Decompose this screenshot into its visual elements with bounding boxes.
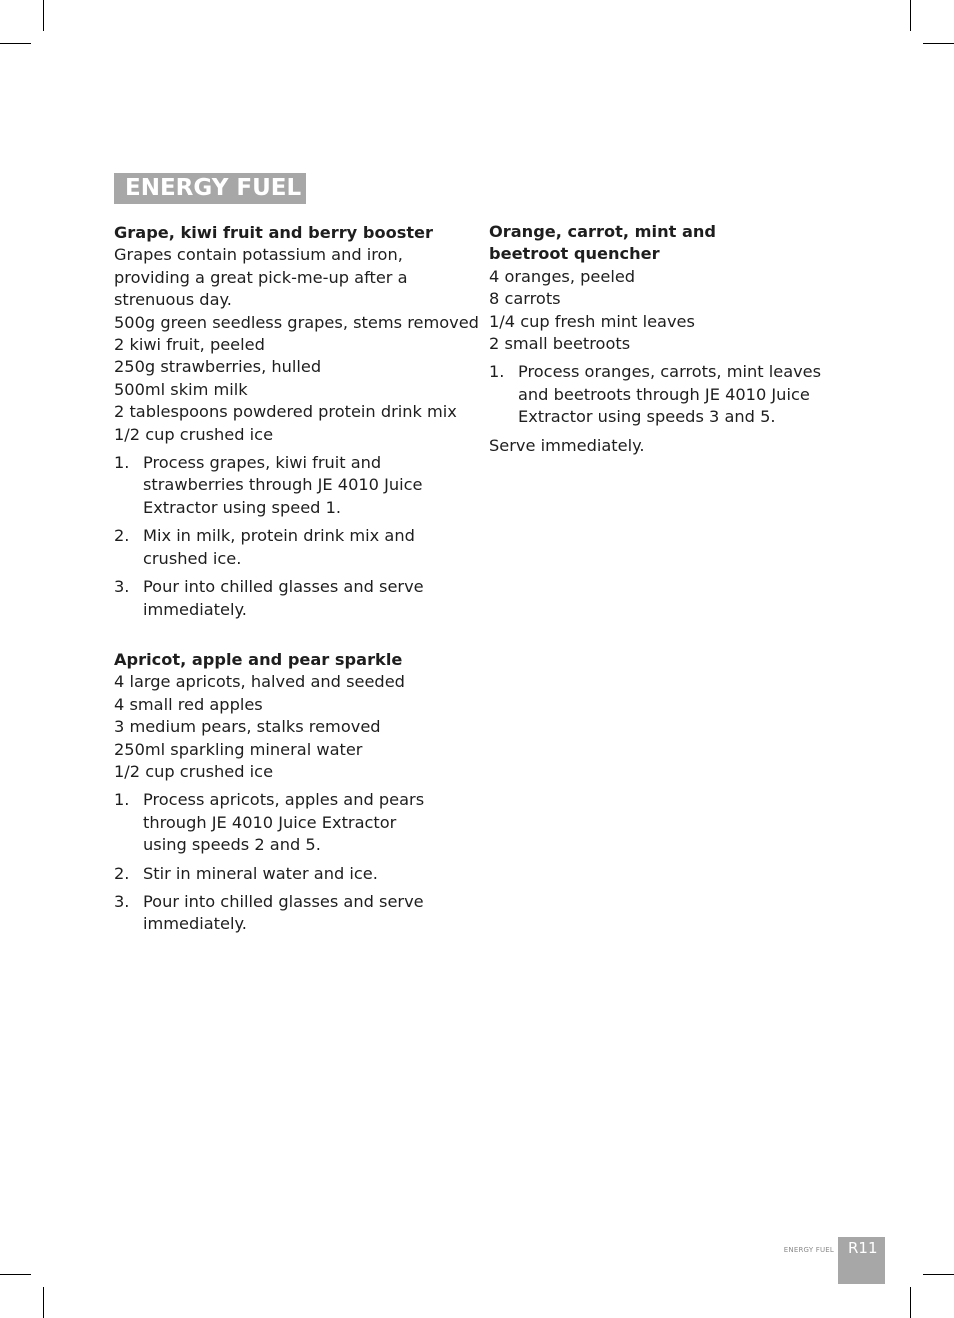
ingredient: 4 large apricots, halved and seeded xyxy=(114,672,405,692)
step-text: Process grapes, kiwi fruit and strawberries through JE 4010 Juice Extractor using speed 1. xyxy=(143,453,423,517)
crop-mark xyxy=(910,0,911,31)
step-number: 3. xyxy=(114,577,130,597)
crop-mark xyxy=(43,0,44,31)
recipe-title: Apricot, apple and pear sparkle xyxy=(114,649,403,669)
ingredient: 2 small beetroots xyxy=(489,334,631,354)
step-number: 2. xyxy=(114,526,130,546)
step-number: 1. xyxy=(114,453,130,473)
serve-note: Serve immediately. xyxy=(489,435,645,455)
step-text: Pour into chilled glasses and serve immediately. xyxy=(143,577,424,619)
ingredient: 2 kiwi fruit, peeled xyxy=(114,335,265,355)
step-text: Pour into chilled glasses and serve immediately. xyxy=(143,891,424,934)
recipe-title: Orange, carrot, mint and beetroot quencher xyxy=(489,222,717,264)
crop-mark xyxy=(0,1274,31,1275)
recipe-grape-kiwi xyxy=(114,222,479,621)
ingredient: 1/4 cup fresh mint leaves xyxy=(489,311,695,331)
section-title: ENERGY FUEL xyxy=(114,173,306,204)
crop-mark xyxy=(923,1274,954,1275)
page-number: R11 xyxy=(838,1237,885,1284)
ingredient: 4 oranges, peeled xyxy=(489,266,636,286)
right-column xyxy=(489,221,849,457)
ingredient: 250ml sparkling mineral water xyxy=(114,739,363,759)
crop-mark xyxy=(43,1287,44,1318)
method-step xyxy=(114,789,470,856)
ingredient: 2 tablespoons powdered protein drink mix xyxy=(114,402,457,422)
ingredient: 8 carrots xyxy=(489,289,561,309)
crop-mark xyxy=(923,43,954,44)
ingredient: 500g green seedless grapes, stems removed xyxy=(114,312,479,332)
footer-section-label: ENERGY FUEL xyxy=(783,1246,834,1254)
method-steps xyxy=(114,789,470,935)
recipe-intro-line: providing a great pick-me-up after a xyxy=(114,267,408,287)
ingredient: 3 medium pears, stalks removed xyxy=(114,717,381,737)
method-step xyxy=(114,891,470,936)
method-steps xyxy=(114,452,470,621)
recipe-intro-line: Grapes contain potassium and iron, xyxy=(114,245,403,265)
step-number: 2. xyxy=(114,863,130,883)
method-step xyxy=(114,863,470,885)
left-column xyxy=(114,222,479,942)
step-number: 1. xyxy=(489,362,505,382)
step-number: 1. xyxy=(114,790,130,810)
recipe-orange-carrot xyxy=(489,221,849,457)
crop-mark xyxy=(910,1287,911,1318)
method-step xyxy=(114,525,470,570)
ingredient: 4 small red apples xyxy=(114,694,263,714)
ingredient: 500ml skim milk xyxy=(114,379,248,399)
method-step xyxy=(114,576,470,621)
method-step xyxy=(489,361,849,428)
ingredient: 250g strawberries, hulled xyxy=(114,357,322,377)
step-text: Stir in mineral water and ice. xyxy=(143,863,378,883)
crop-mark xyxy=(0,43,31,44)
ingredient: 1/2 cup crushed ice xyxy=(114,761,274,781)
step-number: 3. xyxy=(114,891,130,911)
step-text: Process oranges, carrots, mint leaves and beetroots through JE 4010 Juice Extractor using speeds 3 and 5. xyxy=(518,362,822,427)
recipe-apricot-apple-pear xyxy=(114,649,470,936)
method-step xyxy=(114,452,470,519)
method-steps xyxy=(489,361,849,428)
recipe-intro-line: strenuous day. xyxy=(114,290,232,310)
step-text: Mix in milk, protein drink mix and crushed ice. xyxy=(143,526,415,568)
step-text: Process apricots, apples and pears through JE 4010 Juice Extractor using speeds 2 and 5. xyxy=(143,790,425,855)
ingredient: 1/2 cup crushed ice xyxy=(114,424,274,444)
recipe-title: Grape, kiwi fruit and berry booster xyxy=(114,223,434,242)
